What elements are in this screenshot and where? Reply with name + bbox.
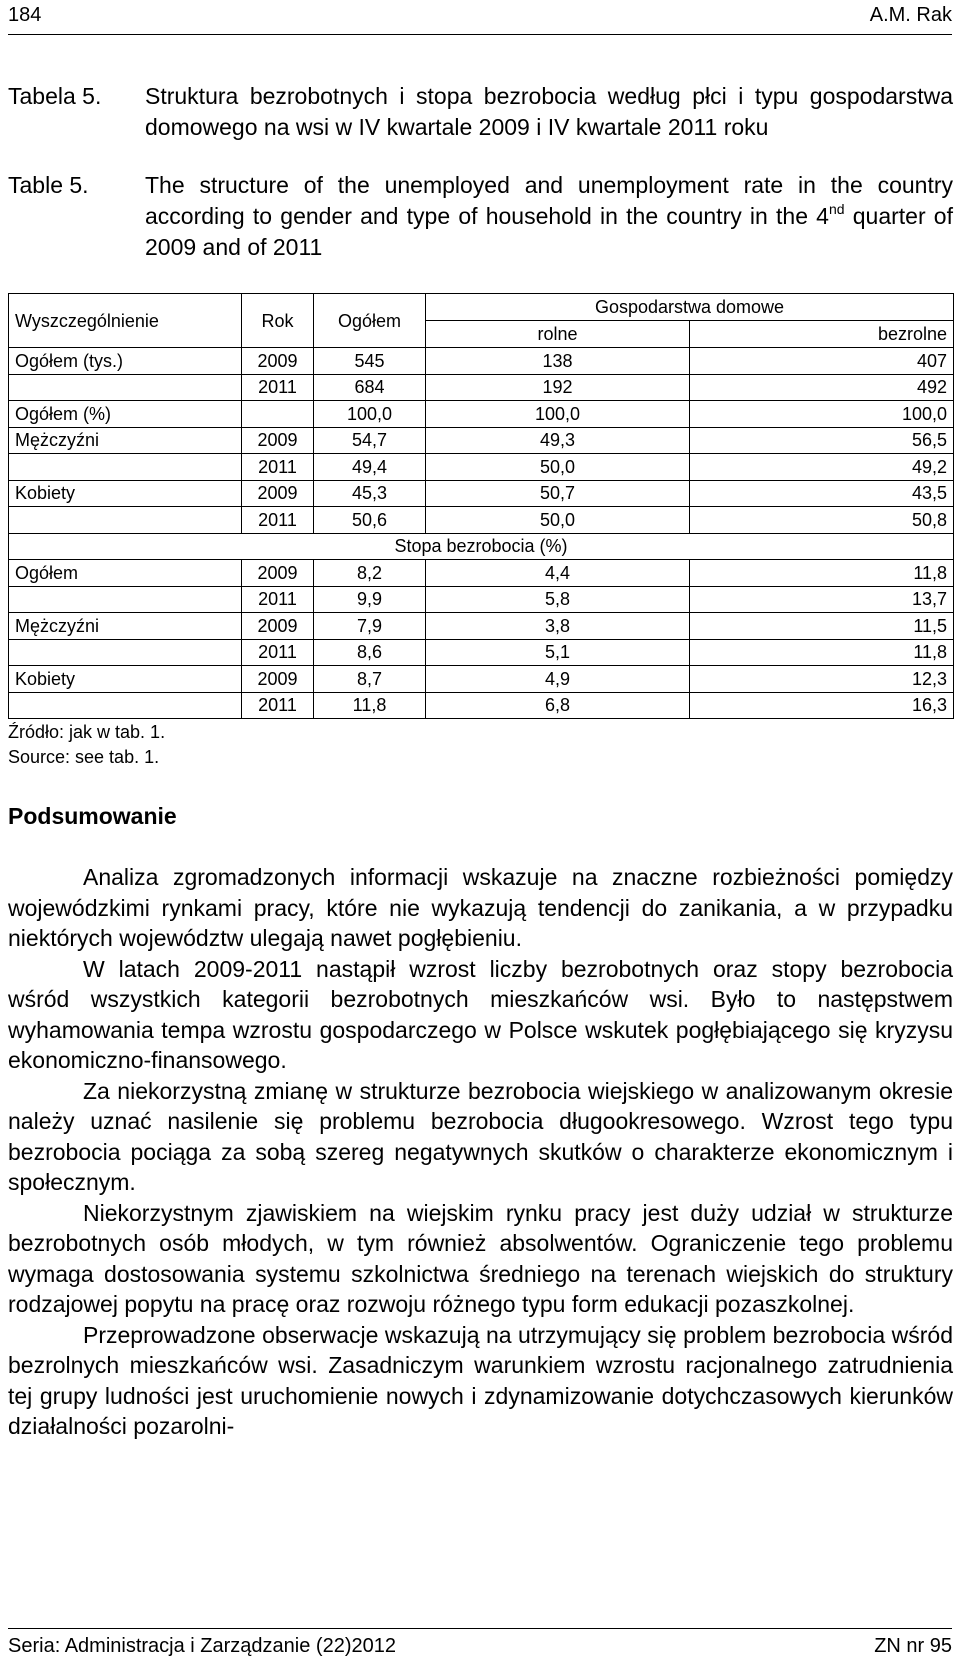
- table-cell: 3,8: [426, 613, 690, 640]
- table-row: [9, 454, 954, 481]
- table-cell: 6,8: [426, 692, 690, 719]
- rate-section-label: Stopa bezrobocia (%): [9, 533, 954, 560]
- table-cell: 4,9: [426, 666, 690, 693]
- table-cell: 50,0: [426, 507, 690, 534]
- table-cell: [9, 507, 242, 534]
- table-cell: 8,6: [314, 639, 426, 666]
- table-cell: 492: [690, 374, 954, 401]
- table-row: [9, 348, 954, 375]
- table-cell: 100,0: [690, 401, 954, 428]
- table-cell: 11,5: [690, 613, 954, 640]
- table-cell: [9, 374, 242, 401]
- header-nonfarm: bezrolne: [690, 321, 954, 348]
- table-cell: 2011: [242, 639, 314, 666]
- table-row: [9, 480, 954, 507]
- running-author: A.M. Rak: [869, 4, 952, 26]
- table-cell: 49,4: [314, 454, 426, 481]
- table-cell: Mężczyźni: [9, 427, 242, 454]
- table-cell: 56,5: [690, 427, 954, 454]
- table-cell: 45,3: [314, 480, 426, 507]
- table-cell: [9, 454, 242, 481]
- table-row: [9, 374, 954, 401]
- table-row: [9, 560, 954, 587]
- table-cell: 138: [426, 348, 690, 375]
- table-cell: Ogółem (tys.): [9, 348, 242, 375]
- table-cell: 54,7: [314, 427, 426, 454]
- table-cell: 100,0: [314, 401, 426, 428]
- table-cell: 2009: [242, 480, 314, 507]
- header-year: Rok: [242, 294, 314, 348]
- table-cell: 2009: [242, 613, 314, 640]
- rate-section-row: [9, 533, 954, 560]
- paragraph: W latach 2009-2011 nastąpił wzrost liczby bezrobotnych oraz stopy bezrobocia wśród wszystkich kategorii bezrobotnych mieszkańców wsi. Było to następstwem wyhamowania tempa wzrostu gospodarczego w Polsce wskutek pogłębiającego się kryzysu ekonomiczno-finansowego.: [8, 955, 953, 1073]
- table-caption-en: [8, 170, 953, 263]
- table-cell: 2009: [242, 348, 314, 375]
- table-cell: 2009: [242, 427, 314, 454]
- paragraph: Za niekorzystną zmianę w strukturze bezrobocia wiejskiego w analizowanym okresie należy uznać nasilenie się problemu bezrobocia długookresowego. Wzrost tego typu bezrobocia pociąga za sobą szereg negatywnych skutków o charakterze ekonomicznym i społecznym.: [8, 1077, 953, 1195]
- table-cell: 2011: [242, 374, 314, 401]
- table-cell: Mężczyźni: [9, 613, 242, 640]
- table-caption-pl: [8, 81, 953, 174]
- source-note-en: Source: see tab. 1.: [8, 747, 160, 767]
- page-footer: [8, 1628, 952, 1665]
- table-row: [9, 401, 954, 428]
- caption-text-en: The structure of the unemployed and unemployment rate in the country according to gender and type of household in the country in the 4nd quarter of 2009 and of 2011: [145, 172, 953, 260]
- table-row: [9, 692, 954, 719]
- table-cell: [9, 692, 242, 719]
- table-cell: 50,6: [314, 507, 426, 534]
- table-cell: 50,8: [690, 507, 954, 534]
- section-title: Podsumowanie: [8, 803, 177, 829]
- table-cell: [9, 639, 242, 666]
- table-cell: 50,7: [426, 480, 690, 507]
- caption-text-pl: Struktura bezrobotnych i stopa bezrobocia według płci i typu gospodarstwa domowego na wsi w IV kwartale 2009 i IV kwartale 2011 roku: [145, 83, 953, 140]
- footer-issue: ZN nr 95: [874, 1635, 952, 1657]
- table-row: [9, 507, 954, 534]
- table-cell: [9, 586, 242, 613]
- table-cell: 2011: [242, 692, 314, 719]
- caption-label-pl: Tabela 5.: [8, 83, 102, 109]
- table-cell: 9,9: [314, 586, 426, 613]
- table-cell: 2009: [242, 666, 314, 693]
- table-cell: 100,0: [426, 401, 690, 428]
- caption-label-en: Table 5.: [8, 172, 89, 198]
- page-header: [8, 0, 952, 35]
- header-item: Wyszczególnienie: [9, 294, 242, 348]
- table-cell: 12,3: [690, 666, 954, 693]
- table-cell: 8,7: [314, 666, 426, 693]
- table-cell: 684: [314, 374, 426, 401]
- unemployment-table: [8, 293, 954, 719]
- table-row: [9, 613, 954, 640]
- table-cell: 2009: [242, 560, 314, 587]
- paragraph: Analiza zgromadzonych informacji wskazuje na znaczne rozbieżności pomiędzy wojewódzkimi rynkami pracy, które nie wykazują tendencji do zanikania, a w przypadku niektórych województw ulegają nawet pogłębieniu.: [8, 864, 953, 951]
- table-cell: Kobiety: [9, 480, 242, 507]
- table-row: [9, 666, 954, 693]
- header-households: Gospodarstwa domowe: [426, 294, 954, 321]
- table-cell: Ogółem (%): [9, 401, 242, 428]
- table-cell: 407: [690, 348, 954, 375]
- table-cell: 11,8: [314, 692, 426, 719]
- table-cell: 2011: [242, 507, 314, 534]
- table-cell: Kobiety: [9, 666, 242, 693]
- table-cell: 2011: [242, 454, 314, 481]
- table-cell: [242, 401, 314, 428]
- paragraph: Przeprowadzone obserwacje wskazują na utrzymujący się problem bezrobocia wśród bezrolnych mieszkańców wsi. Zasadniczym warunkiem wzrostu racjonalnego zatrudnienia tej grupy ludności jest uruchomienie nowych i zdynamizowanie dotychczasowych kierunków działalności pozarolni-: [8, 1321, 953, 1439]
- header-total: Ogółem: [314, 294, 426, 348]
- table-cell: 5,8: [426, 586, 690, 613]
- paragraph: Niekorzystnym zjawiskiem na wiejskim rynku pracy jest duży udział w strukturze bezrobotnych osób młodych, w tym również absolwentów. Ograniczenie tego problemu wymaga dostosowania systemu szkolnictwa średniego na terenach wiejskich do struktury rodzajowej popytu na pracę oraz rozwoju różnego typu form edukacji pozaszkolnej.: [8, 1199, 953, 1317]
- table-cell: 43,5: [690, 480, 954, 507]
- table-cell: 8,2: [314, 560, 426, 587]
- table-cell: Ogółem: [9, 560, 242, 587]
- table-cell: 49,3: [426, 427, 690, 454]
- table-header-row: [9, 294, 954, 321]
- footer-series: Seria: Administracja i Zarządzanie (22)2012: [8, 1635, 396, 1657]
- table-cell: 16,3: [690, 692, 954, 719]
- source-note-pl: Źródło: jak w tab. 1.: [8, 722, 166, 742]
- table-cell: 545: [314, 348, 426, 375]
- summary-body: [8, 862, 953, 1442]
- table-row: [9, 586, 954, 613]
- table-cell: 7,9: [314, 613, 426, 640]
- table-cell: 11,8: [690, 560, 954, 587]
- table-cell: 4,4: [426, 560, 690, 587]
- table-cell: 49,2: [690, 454, 954, 481]
- page-number: 184: [8, 4, 42, 26]
- table-row: [9, 639, 954, 666]
- table-cell: 50,0: [426, 454, 690, 481]
- table-cell: 192: [426, 374, 690, 401]
- table-row: [9, 427, 954, 454]
- header-farm: rolne: [426, 321, 690, 348]
- table-cell: 11,8: [690, 639, 954, 666]
- table-cell: 5,1: [426, 639, 690, 666]
- table-cell: 13,7: [690, 586, 954, 613]
- table-cell: 2011: [242, 586, 314, 613]
